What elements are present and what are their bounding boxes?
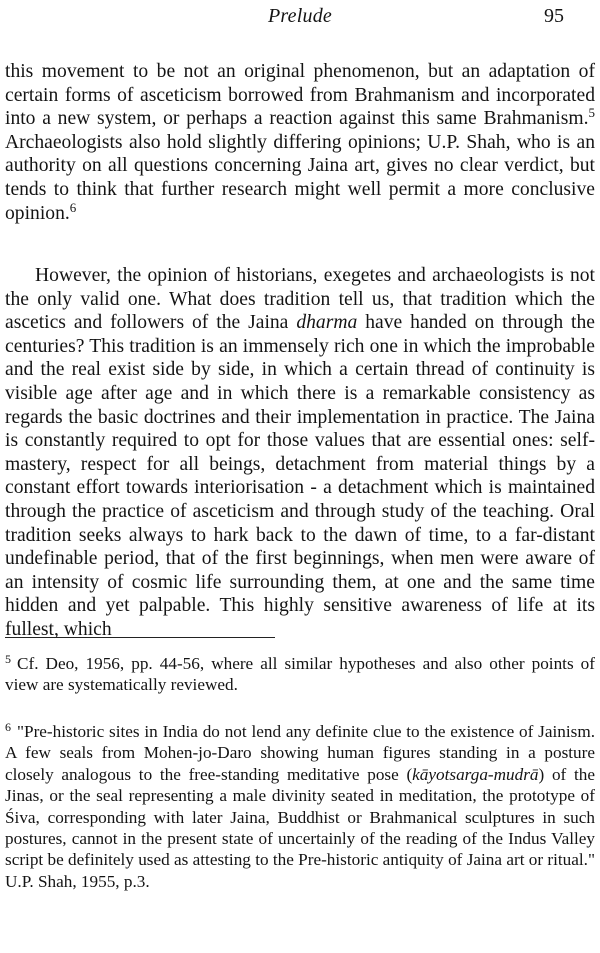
- footnote-text: "Pre-historic sites in India do not lend any definite clue to the existence of Jainism. A few seals from Mohen-jo-Daro showing human figures standing in a posture closely analogous to the free-standing meditative pose (: [5, 722, 595, 784]
- footnote-number: 5: [5, 652, 11, 666]
- paragraph-text: Archaeologists also hold slightly differing opinions; U.P. Shah, who is an authority on all questions concerning Jaina art, gives no clear verdict, but tends to think that further research might well permit a more conclusive opinion.: [5, 131, 595, 224]
- footnote-reference: 5: [588, 105, 595, 121]
- paragraph-text: However, the opinion of historians, exegetes and archaeologists is not the only valid one. What does tradition tell us, that tradition which the ascetics and followers of the Jaina: [5, 265, 595, 334]
- paragraph: [5, 264, 595, 642]
- footnote-text: ) of the Jinas, or the seal representing a male divinity seated in meditation, the prototype of Śiva, corresponding with later Jaina, Buddhist or Brahmanical sculptures in such postures, cannot in the present state of uncertainly of the reading of the Indus Valley script be definitely used as attesting to the Pre-historic antiquity of Jaina art or ritual." U.P. Shah, 1955, p.3.: [5, 764, 595, 891]
- paragraph-continued: [5, 60, 595, 225]
- italic-term: kāyotsarga-mudrā: [412, 764, 539, 784]
- italic-term: dharma: [296, 312, 358, 334]
- page-number: 95: [544, 5, 564, 27]
- running-head: [0, 2, 600, 32]
- footnote-reference: 6: [69, 199, 77, 215]
- footnote-separator: [5, 637, 275, 638]
- footnote-number: 6: [5, 720, 11, 734]
- footnote: [5, 653, 595, 696]
- paragraph-text: have handed on through the centuries? This tradition is an immensely rich one in which the improbable and the real exist side by side, in which a certain thread of continuity is visible age after age and in which there is a remarkable consistency as regards the basic doctrines and their implementation in practice. The Jaina is constantly required to opt for those values that are essential ones: self-mastery, respect for all beings, detachment from material things by a constant effort towards interiorisation - a detachment which is maintained through the practice of asceticism and through study of the teaching. Oral tradition seeks always to hark back to the dawn of time, to a far-distant undefinable period, that of the first beginnings, when men were aware of an intensity of cosmic life surrounding them, at one and the same time hidden and yet palpable. This highly sensitive awareness of life at its fullest, which: [5, 312, 595, 640]
- footnote-text: Cf. Deo, 1956, pp. 44-56, where all similar hypotheses and also other points of view are systematically reviewed.: [5, 654, 595, 695]
- paragraph-text: this movement to be not an original phenomenon, but an adaptation of certain forms of asceticism borrowed from Brahmanism and incorporated into a new system, or perhaps a reaction against this same Brahmanism.: [5, 61, 595, 130]
- running-title: Prelude: [268, 5, 332, 27]
- footnote: [5, 721, 595, 892]
